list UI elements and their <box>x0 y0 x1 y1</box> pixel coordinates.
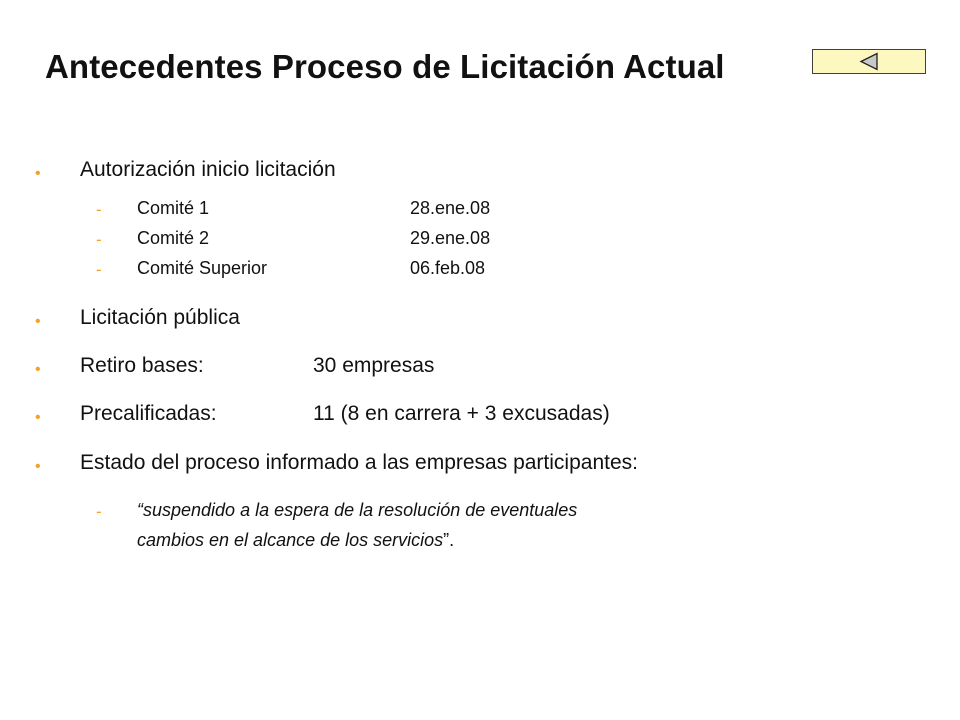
item-retiro-label: Retiro bases: <box>80 354 204 377</box>
dash-icon: - <box>96 260 102 279</box>
comite-date: 06.feb.08 <box>410 258 486 278</box>
item-precalificadas-label: Precalificadas: <box>80 402 217 425</box>
estado-quote-line1: “suspendido a la espera de la resolución de eventuales <box>137 500 578 520</box>
item-retiro-value: 30 empresas <box>313 354 435 377</box>
item-precalificadas-value: 11 (8 en carrera + 3 excusadas) <box>313 402 610 425</box>
comite-name: Comité 2 <box>137 228 210 248</box>
back-triangle-icon <box>859 52 879 72</box>
dash-icon: - <box>96 200 102 219</box>
item-estado: Estado del proceso informado a las empresas participantes: <box>80 451 638 474</box>
bullet-icon: • <box>35 313 41 330</box>
item-autorizacion: Autorización inicio licitación <box>80 158 336 181</box>
estado-quote-text: cambios en el alcance de los servicios <box>137 530 444 550</box>
bullet-icon: • <box>35 458 41 475</box>
slide-title: Antecedentes Proceso de Licitación Actual <box>45 48 725 85</box>
comite-name: Comité Superior <box>137 258 268 278</box>
dash-icon: - <box>96 502 102 521</box>
estado-quote-line2 <box>137 530 454 551</box>
comite-name: Comité 1 <box>137 198 210 218</box>
item-licitacion: Licitación pública <box>80 306 240 329</box>
bullet-icon: • <box>35 165 41 182</box>
comite-date: 28.ene.08 <box>410 198 491 218</box>
estado-quote-end: ”. <box>443 530 455 550</box>
comite-date: 29.ene.08 <box>410 228 491 248</box>
bullet-icon: • <box>35 361 41 378</box>
dash-icon: - <box>96 230 102 249</box>
back-button[interactable] <box>812 49 926 74</box>
bullet-icon: • <box>35 409 41 426</box>
